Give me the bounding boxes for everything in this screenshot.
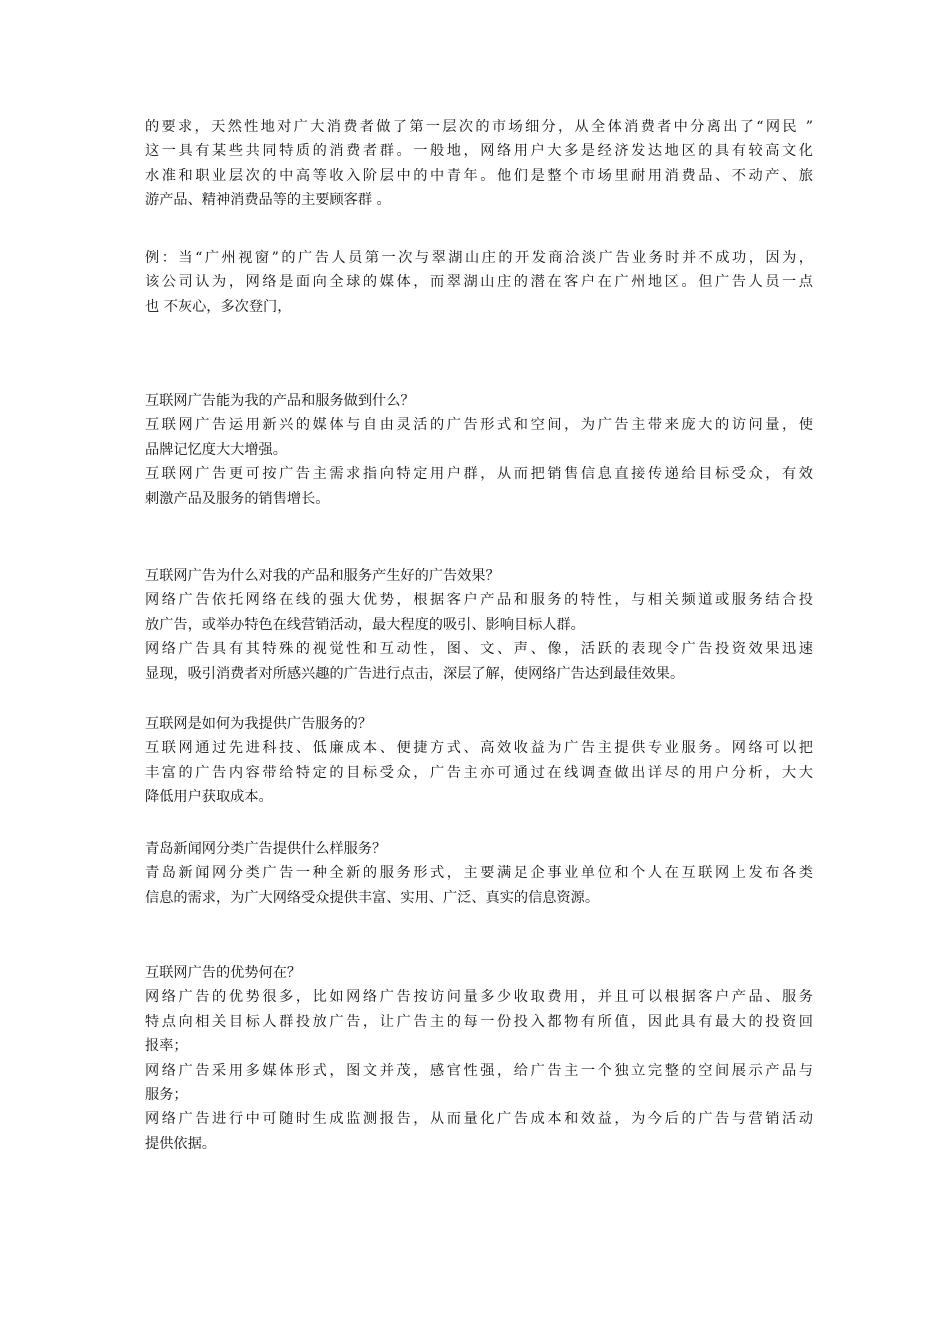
text-line: 该公司认为，网络是面向全球的媒体，而翠湖山庄的潜在客户在广州地区。但广告人员一点 bbox=[145, 274, 813, 291]
paragraph-example bbox=[145, 246, 813, 319]
text-line: 水准和职业层次的中高等收入阶层中的中青年。他们是整个市场里耐用消费品、不动产、旅 bbox=[145, 167, 813, 184]
text-line: 品牌记忆度大大增强。 bbox=[145, 441, 287, 458]
section-heading: 互联网是如何为我提供广告服务的？ bbox=[145, 716, 373, 732]
text-line: 放广告，或举办特色在线营销活动，最大程度的吸引、影响目标人群。 bbox=[145, 616, 585, 633]
text-line: 这一具有某些共同特质的消费者群。一般地，网络用户大多是经济发达地区的具有较高文化 bbox=[145, 143, 813, 160]
paragraph-market-segmentation bbox=[145, 115, 813, 213]
section-heading: 青岛新闻网分类广告提供什么样服务？ bbox=[145, 841, 387, 857]
text-line: 信息的需求，为广大网络受众提供丰富、实用、广泛、真实的信息资源。 bbox=[145, 889, 600, 906]
text-line: 网络广告进行中可随时生成监测报告，从而量化广告成本和效益，为今后的广告与营销活动 bbox=[145, 1111, 813, 1128]
text-line: 网络广告的优势很多，比如网络广告按访问量多少收取费用，并且可以根据客户产品、服务 bbox=[145, 989, 813, 1006]
section-why-good-effect bbox=[145, 564, 813, 686]
text-line: 显现，吸引消费者对所感兴趣的广告进行点击，深层了解，使网络广告达到最佳效果。 bbox=[145, 665, 685, 682]
text-line: 网络广告依托网络在线的强大优势，根据客户产品和服务的特性，与相关频道或服务结合投 bbox=[145, 592, 813, 609]
text-line: 降低用户获取成本。 bbox=[145, 789, 273, 806]
text-line: 互联网广告更可按广告主需求指向特定用户群，从而把销售信息直接传递给目标受众，有效 bbox=[145, 466, 813, 483]
section-what-can-internet-ads-do bbox=[145, 389, 813, 511]
section-advantages bbox=[145, 961, 813, 1156]
text-line: 也 不灰心，多次登门， bbox=[145, 298, 292, 315]
section-how-provide-service bbox=[145, 712, 813, 810]
section-qingdao-classified-ads bbox=[145, 837, 813, 910]
text-line: 服务； bbox=[145, 1086, 188, 1103]
text-line: 互联网广告运用新兴的媒体与自由灵活的广告形式和空间，为广告主带来庞大的访问量，使 bbox=[145, 417, 813, 434]
text-line: 特点向相关目标人群投放广告，让广告主的每一份投入都物有所值，因此具有最大的投资回 bbox=[145, 1013, 813, 1030]
text-line: 青岛新闻网分类广告一种全新的服务形式，主要满足企事业单位和个人在互联网上发布各类 bbox=[145, 865, 813, 882]
text-line: 刺激产品及服务的销售增长。 bbox=[145, 490, 330, 507]
text-line: 网络广告采用多媒体形式，图文并茂，感官性强，给广告主一个独立完整的空间展示产品与 bbox=[145, 1062, 813, 1079]
text-line: 丰富的广告内容带给特定的目标受众，广告主亦可通过在线调查做出详尽的用户分析，大大 bbox=[145, 764, 813, 781]
section-heading: 互联网广告能为我的产品和服务做到什么？ bbox=[145, 393, 415, 409]
text-line: 例：当“广州视窗”的广告人员第一次与翠湖山庄的开发商洽淡广告业务时并不成功，因为， bbox=[145, 250, 813, 266]
text-line: 的要求，天然性地对广大消费者做了第一层次的市场细分，从全体消费者中分离出了“网民 ” bbox=[145, 119, 813, 135]
section-heading: 互联网广告的优势何在？ bbox=[145, 965, 302, 981]
text-line: 报率； bbox=[145, 1038, 188, 1055]
text-line: 提供依据。 bbox=[145, 1135, 216, 1152]
text-line: 游产品、精神消费品等的主要顾客群 。 bbox=[145, 192, 391, 209]
text-line: 网络广告具有其特殊的视觉性和互动性，图、文、声、像，活跃的表现令广告投资效果迅速 bbox=[145, 641, 813, 658]
section-heading: 互联网广告为什么对我的产品和服务产生好的广告效果？ bbox=[145, 568, 500, 584]
text-line: 互联网通过先进科技、低廉成本、便捷方式、高效收益为广告主提供专业服务。网络可以把 bbox=[145, 740, 813, 757]
